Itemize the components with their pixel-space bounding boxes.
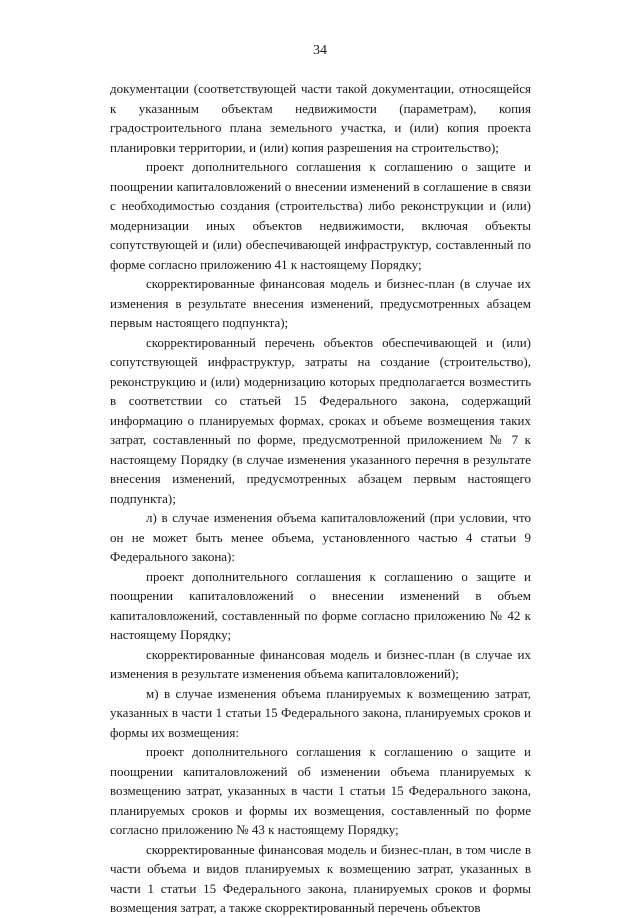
paragraph: скорректированные финансовая модель и бизнес-план (в случае их изменения в результате изменения объема капиталовложений);	[110, 646, 531, 681]
paragraph: скорректированные финансовая модель и бизнес-план (в случае их изменения в результате внесения изменений, предусмотренных абзацем первым настоящего подпункта);	[110, 276, 531, 330]
paragraph: м) в случае изменения объема планируемых к возмещению затрат, указанных в части 1 статьи 15 Федерального закона, планируемых сроков и формы их возмещения:	[110, 685, 531, 740]
paragraph: скорректированный перечень объектов обеспечивающей и (или) сопутствующей инфраструктур, затраты на создание (строительство), реконструкцию и (или) модернизацию которых предполагается возместить в соответствии со статьей 15 Федерального закона, содержащий информацию о планируемых формах, сроках и объеме возмещения таких затрат, составленный по форме, предусмотренной приложением № 7 к настоящему Порядку (в случае изменения указанного перечня в результате внесения изменений, предусмотренных абзацем первым настоящего подпункта);	[110, 334, 531, 506]
paragraph: скорректированные финансовая модель и бизнес-план, в том числе в части объема и видов планируемых к возмещению затрат, указанных в части 1 статьи 15 Федерального закона, планируемых сроков и формы возмещения затрат, а также скорректированный перечень объектов	[110, 841, 531, 915]
paragraph-continuation: документации (соответствующей части такой документации, относящейся к указанным объектам недвижимости (параметрам), копия градостроительного плана земельного участка, и (или) копия проекта планировки территории, и (или) копия разрешения на строительство);	[110, 81, 531, 155]
document-body	[110, 79, 531, 918]
paragraph: проект дополнительного соглашения к соглашению о защите и поощрении капиталовложений о внесении изменений в объем капиталовложений, составленный по форме согласно приложению № 42 к настоящему Порядку;	[110, 568, 531, 642]
paragraph: л) в случае изменения объема капиталовложений (при условии, что он не может быть менее объема, установленного частью 4 статьи 9 Федерального закона):	[110, 510, 531, 564]
page-number: 34	[313, 43, 327, 58]
paragraph: проект дополнительного соглашения к соглашению о защите и поощрении капиталовложений об изменении объема планируемых к возмещению затрат, указанных в части 1 статьи 15 Федерального закона, планируемых сроков и формы их возмещения, составленный по форме согласно приложению № 43 к настоящему Порядку;	[110, 744, 531, 837]
paragraph: проект дополнительного соглашения к соглашению о защите и поощрении капиталовложений о внесении изменений в соглашение в связи с необходимостью создания (строительства) либо реконструкции и (или) модернизации иных объектов недвижимости, включая объекты сопутствующей и (или) обеспечивающей инфраструктур, составленный по форме согласно приложению 41 к настоящему Порядку;	[110, 159, 531, 272]
